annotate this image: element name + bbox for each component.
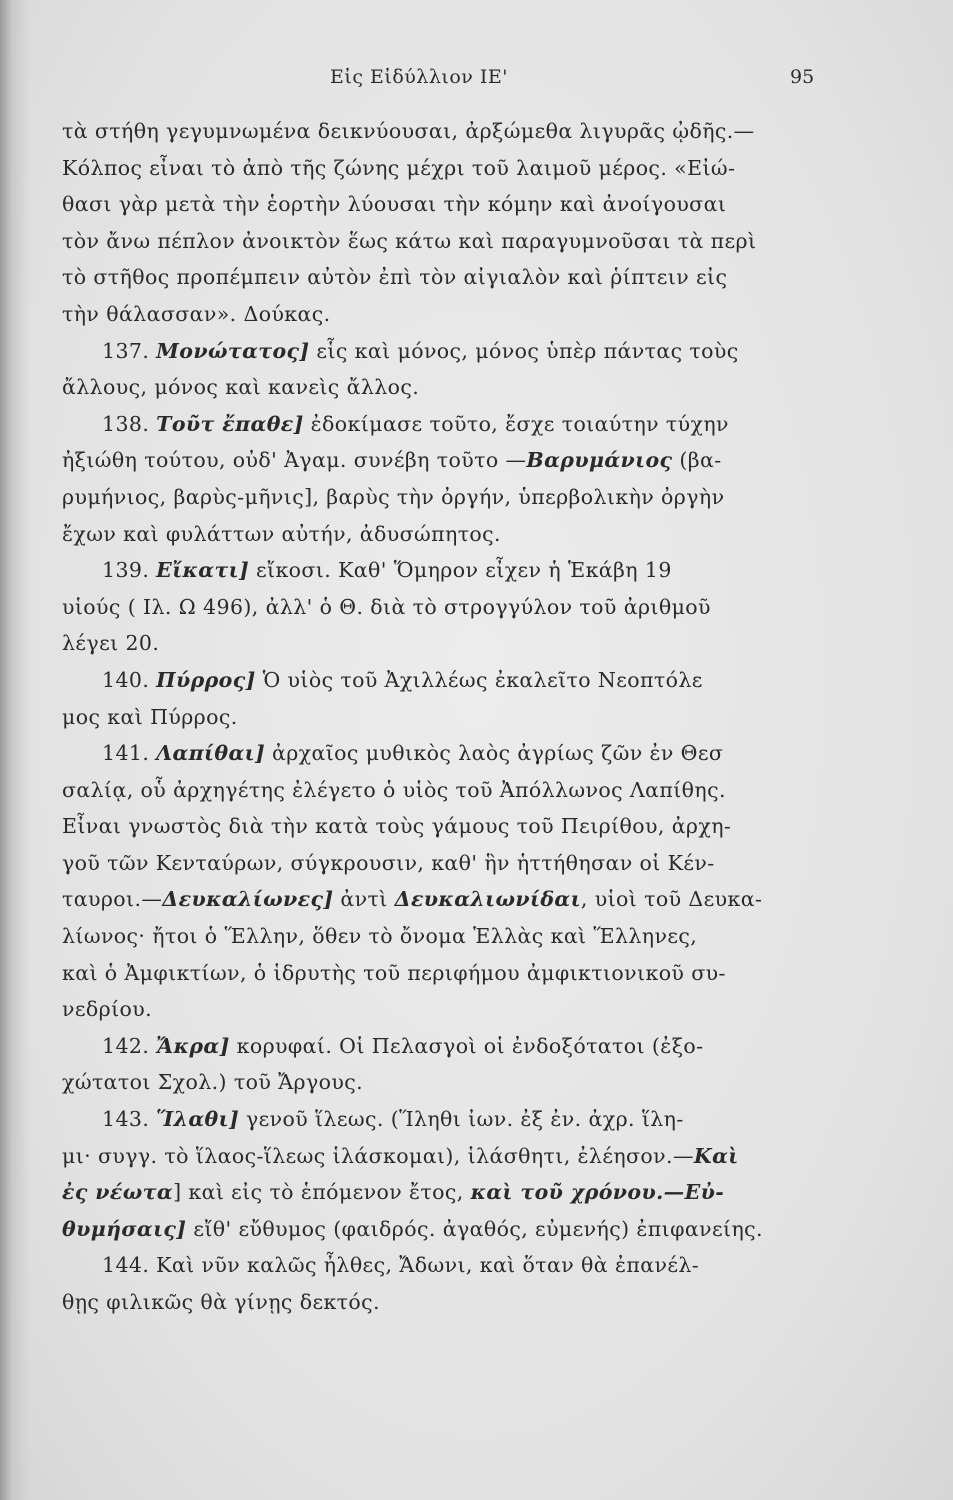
text-segment: 144. Καὶ νῦν καλῶς ἦλθες, Ἄδωνι, καὶ ὅταν θὰ ἐπανέλ- [102,1253,700,1278]
text-segment: , υἱοὶ τοῦ Δευκα- [580,887,763,912]
text-line [62,442,852,479]
lemma-term: θυμήσαις] [62,1216,187,1241]
text-segment: μι· συγγ. τὸ ἵλαος-ἵλεως ἱλάσκομαι), ἱλάσθητι, ἐλέησον.— [62,1143,694,1168]
text-segment: ρυμήνιος, βαρὺς-μῆνις], βαρὺς τὴν ὀργήν, ὑπερβολικὴν ὀργὴν [62,484,725,509]
text-segment: (βα- [672,448,722,473]
page-edge-shadow [0,0,30,1500]
text-line [62,150,852,187]
text-segment: εἴθ' εὔθυμος (φαιδρός. ἀγαθός, εὐμενής) ἐπιφανείης. [186,1216,763,1241]
lemma-term: Λαπίθαι] [156,741,266,766]
text-line [62,955,852,992]
text-line [62,699,852,736]
text-line [62,1064,852,1101]
text-segment: ταυροι.— [62,887,163,912]
text-segment: λίωνος· ἤτοι ὁ Ἕλλην, ὅθεν τὸ ὄνομα Ἑλλὰς καὶ Ἕλληνες, [62,924,698,949]
text-line [62,845,852,882]
lemma-term: Ἄκρα] [156,1033,230,1058]
text-segment: ἀντὶ [333,887,395,912]
lemma-term: Μονώτατος] [156,338,310,363]
text-line [62,223,852,260]
text-line [62,1247,852,1284]
text-line [62,186,852,223]
text-line [62,113,852,150]
text-segment: ἄλλους, μόνος καὶ κανεὶς ἄλλος. [62,375,420,400]
text-line [62,991,852,1028]
text-line [62,259,852,296]
text-segment: 142. [102,1033,157,1058]
text-segment: θῃς φιλικῶς θὰ γίνῃς δεκτός. [62,1290,380,1314]
lemma-term: Εἴκατι] [156,558,250,583]
text-line [62,881,852,918]
text-line [62,1138,852,1175]
text-segment: τὸ στῆθος προπέμπειν αὐτὸν ἐπὶ τὸν αἰγιαλὸν καὶ ῥίπτειν εἰς [62,265,728,290]
text-line [62,589,852,626]
text-segment: ἐδοκίμασε τοῦτο, ἔσχε τοιαύτην τύχην [303,411,729,436]
text-line [62,625,852,662]
text-line [62,479,852,516]
page-number: 95 [790,66,815,88]
lemma-term: καὶ τοῦ χρόνου.—Εὐ- [470,1180,725,1205]
text-line [62,735,852,772]
text-segment: ἔχων καὶ φυλάττων αὐτήν, ἀδυσώπητος. [62,521,501,546]
text-segment: 143. [102,1107,157,1132]
text-line [62,1174,852,1211]
text-segment: καὶ ὁ Ἀμφικτίων, ὁ ἱδρυτὴς τοῦ περιφήμου ἀμφικτιονικοῦ συ- [62,960,726,985]
text-segment: χώτατοι Σχολ.) τοῦ Ἄργους. [62,1070,364,1095]
text-segment: Εἶναι γνωστὸς διὰ τὴν κατὰ τοὺς γάμους τοῦ Πειρίθου, ἀρχη- [62,814,732,839]
text-segment: θασι γὰρ μετὰ τὴν ἑορτὴν λύουσαι τὴν κόμην καὶ ἀνοίγουσαι [62,192,727,217]
text-segment: ἠξιώθη τούτου, οὐδ' Ἀγαμ. συνέβη τοῦτο — [62,448,527,473]
text-line [62,516,852,553]
page-header [0,66,953,96]
lemma-term: ἐς νέωτα [62,1180,174,1205]
text-line [62,369,852,406]
lemma-term: Τοῦτ ἔπαθε] [156,411,304,436]
text-segment: λέγει 20. [62,631,160,656]
text-line [62,808,852,845]
text-segment: Κόλπος εἶναι τὸ ἀπὸ τῆς ζώνης μέχρι τοῦ λαιμοῦ μέρος. «Εἰώ- [62,155,736,180]
text-segment: 138. [102,411,157,436]
text-segment: τὰ στήθη γεγυμνωμένα δεικνύουσαι, ἀρξώμεθα λιγυρᾶς ᾠδῆς.— [62,119,755,143]
text-segment: νεδρίου. [62,997,153,1022]
text-line [62,333,852,370]
text-segment: κορυφαί. Οἱ Πελασγοὶ οἱ ἐνδοξότατοι (ἐξο- [229,1033,704,1058]
text-line [62,1211,852,1248]
text-segment: ἀρχαῖος μυθικὸς λαὸς ἀγρίως ζῶν ἐν Θεσ [265,741,724,766]
lemma-term: Καὶ [693,1143,739,1168]
text-segment: σαλίᾳ, οὗ ἀρχηγέτης ἐλέγετο ὁ υἱὸς τοῦ Ἀπόλλωνος Λαπίθης. [62,777,726,802]
lemma-term: Ἵλαθι] [156,1107,240,1132]
text-line [62,552,852,589]
text-segment: 137. [102,338,157,363]
text-line [62,918,852,955]
text-line [62,296,852,333]
text-segment: 141. [102,741,157,766]
text-segment: ] καὶ εἰς τὸ ἑπόμενον ἔτος, [173,1180,471,1205]
lemma-term: Δευκαλίωνες] [162,887,334,912]
text-line [62,772,852,809]
text-line [62,1284,852,1321]
text-segment: γοῦ τῶν Κενταύρων, σύγκρουσιν, καθ' ἣν ἡττήθησαν οἱ Κέν- [62,850,715,875]
running-head: Εἰς Εἰδύλλιον ΙΕ' [330,66,508,88]
text-segment: υἱούς ( Ιλ. Ω 496), ἀλλ' ὁ Θ. διὰ τὸ στρογγύλον τοῦ ἀριθμοῦ [62,594,711,619]
text-segment: γενοῦ ἵλεως. (Ἵληθι ἰων. ἐξ ἐν. ἀχρ. ἵλη- [239,1107,684,1132]
text-segment: 140. [102,667,157,692]
text-line [62,406,852,443]
lemma-term: Πύρρος] [156,667,256,692]
text-segment: τὴν θάλασσαν». Δούκας. [62,301,331,326]
text-segment: μος καὶ Πύρρος. [62,704,238,729]
text-line [62,1028,852,1065]
commentary-text [62,113,852,1321]
lemma-term: Δευκαλιωνίδαι [394,887,581,912]
text-segment: εἷς καὶ μόνος, μόνος ὑπὲρ πάντας τοὺς [309,338,739,363]
text-segment: 139. [102,558,157,583]
text-segment: τὸν ἄνω πέπλον ἀνοικτὸν ἕως κάτω καὶ παραγυμνοῦσαι τὰ περὶ [62,228,757,253]
text-segment: Ὁ υἱὸς τοῦ Ἀχιλλέως ἐκαλεῖτο Νεοπτόλε [255,667,703,692]
text-segment: εἴκοσι. Καθ' Ὅμηρον εἶχεν ἡ Ἑκάβη 19 [249,558,672,583]
text-line [62,1101,852,1138]
lemma-term: Βαρυμάνιος [526,448,673,473]
text-line [62,662,852,699]
